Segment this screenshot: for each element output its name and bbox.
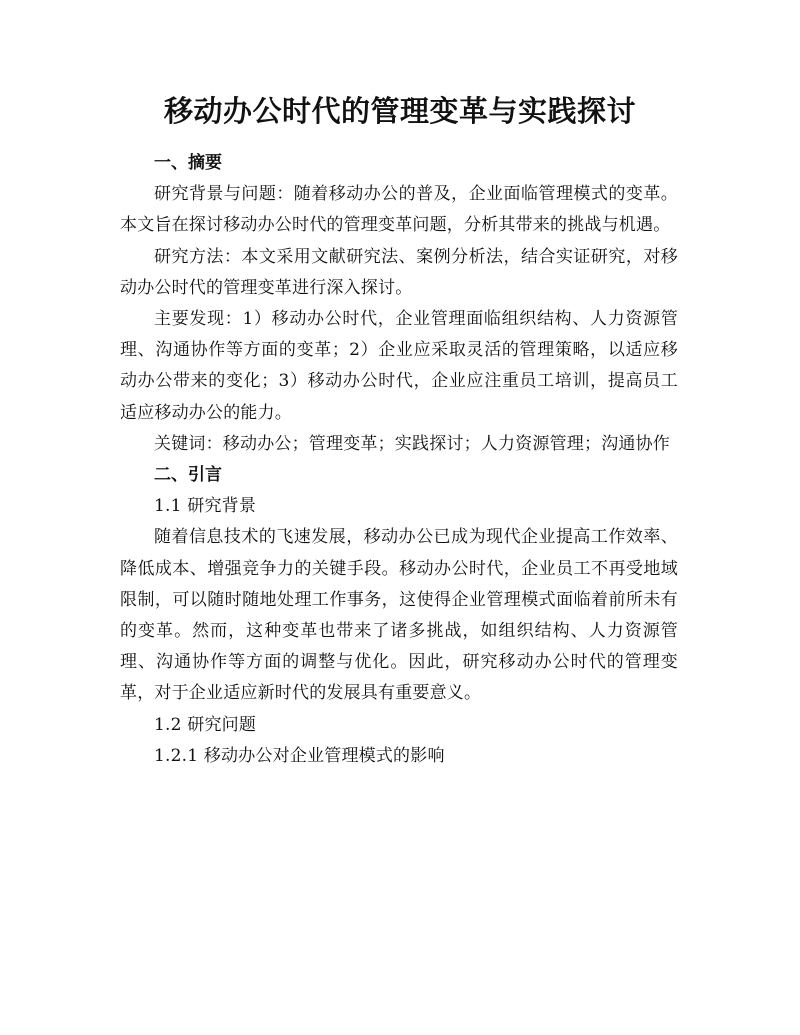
abstract-method-paragraph: 研究方法：本文采用文献研究法、案例分析法，结合实证研究，对移动办公时代的管理变革进行深入探讨。: [120, 246, 678, 298]
abstract-findings-paragraph: 主要发现：1）移动办公时代，企业管理面临组织结构、人力资源管理、沟通协作等方面的变革；2）企业应采取灵活的管理策略，以适应移动办公带来的变化；3）移动办公时代，企业应注重员工培训，提高员工适应移动办公的能力。: [120, 309, 678, 423]
subheading-research-questions: 1.2 研究问题: [154, 714, 257, 735]
document-body: [120, 148, 678, 772]
abstract-keywords-paragraph: 关键词：移动办公；管理变革；实践探讨；人力资源管理；沟通协作: [154, 433, 670, 454]
section-heading-introduction: 二、引言: [154, 465, 222, 486]
document-title: 移动办公时代的管理变革与实践探讨: [163, 94, 636, 128]
abstract-background-paragraph: 研究背景与问题：随着移动办公的普及，企业面临管理模式的变革。本文旨在探讨移动办公时代的管理变革问题，分析其带来的挑战与机遇。: [120, 184, 678, 236]
subheading-mobile-office-impact: 1.2.1 移动办公对企业管理模式的影响: [154, 745, 445, 766]
subheading-research-background: 1.1 研究背景: [154, 496, 257, 517]
research-background-paragraph: 随着信息技术的飞速发展，移动办公已成为现代企业提高工作效率、降低成本、增强竞争力的关键手段。移动办公时代，企业员工不再受地域限制，可以随时随地处理工作事务，这使得企业管理模式面临着前所未有的变革。然而，这种变革也带来了诸多挑战，如组织结构、人力资源管理、沟通协作等方面的调整与优化。因此，研究移动办公时代的管理变革，对于企业适应新时代的发展具有重要意义。: [120, 527, 678, 704]
section-heading-abstract: 一、摘要: [154, 153, 222, 173]
